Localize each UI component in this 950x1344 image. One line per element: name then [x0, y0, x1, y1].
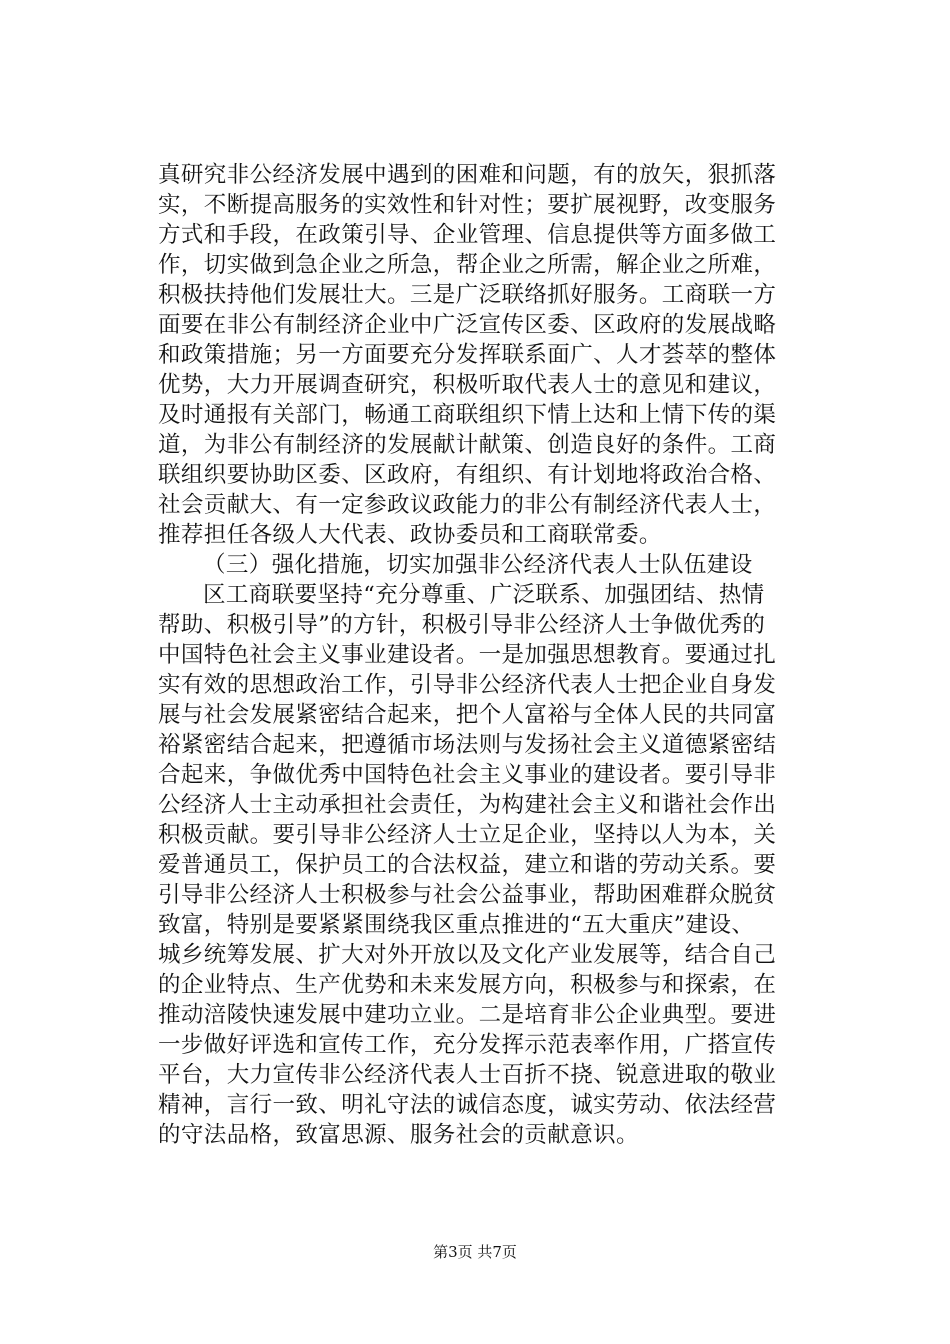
- text-line: 积极贡献。要引导非公经济人士立足企业，坚持以人为本，关: [158, 822, 777, 848]
- text-line: 和政策措施；另一方面要充分发挥联系面广、人才荟萃的整体: [158, 342, 777, 368]
- text-line: 城乡统筹发展、扩大对外开放以及文化产业发展等，结合自己: [158, 942, 777, 968]
- text-line: 展与社会发展紧密结合起来，把个人富裕与全体人民的共同富: [158, 702, 777, 728]
- text-line: 联组织要协助区委、区政府，有组织、有计划地将政治合格、: [158, 462, 777, 488]
- text-line: 积极扶持他们发展壮大。三是广泛联络抓好服务。工商联一方: [158, 282, 777, 308]
- text-line: 平台，大力宣传非公经济代表人士百折不挠、锐意进取的敬业: [158, 1062, 777, 1088]
- text-line: 真研究非公经济发展中遇到的困难和问题，有的放矢，狠抓落: [158, 162, 777, 188]
- text-line: 爱普通员工，保护员工的合法权益，建立和谐的劳动关系。要: [158, 852, 777, 878]
- text-line: 作，切实做到急企业之所急，帮企业之所需，解企业之所难，: [158, 252, 777, 278]
- text-line: 推荐担任各级人大代表、政协委员和工商联常委。: [158, 522, 662, 548]
- text-line: 优势，大力开展调查研究，积极听取代表人士的意见和建议，: [158, 372, 777, 398]
- text-line: 实，不断提高服务的实效性和针对性；要扩展视野，改变服务: [158, 192, 777, 218]
- text-line: 中国特色社会主义事业建设者。一是加强思想教育。要通过扎: [158, 642, 777, 668]
- text-line: 精神，言行一致、明礼守法的诚信态度，诚实劳动、依法经营: [158, 1092, 777, 1118]
- text-line: 公经济人士主动承担社会责任，为构建社会主义和谐社会作出: [158, 792, 777, 818]
- text-line: 推动涪陵快速发展中建功立业。二是培育非公企业典型。要进: [158, 1002, 777, 1028]
- text-line: 道，为非公有制经济的发展献计献策、创造良好的条件。工商: [158, 432, 777, 458]
- text-line: 合起来，争做优秀中国特色社会主义事业的建设者。要引导非: [158, 762, 777, 788]
- text-line: 社会贡献大、有一定参政议政能力的非公有制经济代表人士，: [158, 492, 777, 518]
- text-line: 一步做好评选和宣传工作，充分发挥示范表率作用，广搭宣传: [158, 1032, 777, 1058]
- text-line: 区工商联要坚持“充分尊重、广泛联系、加强团结、热情: [203, 582, 765, 608]
- text-line: 致富，特别是要紧紧围绕我区重点推进的“五大重庆”建设、: [158, 912, 755, 938]
- body-text: [158, 160, 798, 1150]
- page-number-footer: 第3页 共7页: [433, 1243, 517, 1261]
- text-line: 引导非公经济人士积极参与社会公益事业，帮助困难群众脱贫: [158, 882, 777, 908]
- text-line: 帮助、积极引导”的方针，积极引导非公经济人士争做优秀的: [158, 612, 766, 638]
- section-heading: （三）强化措施，切实加强非公经济代表人士队伍建设: [203, 552, 753, 578]
- text-line: 实有效的思想政治工作，引导非公经济代表人士把企业自身发: [158, 672, 777, 698]
- text-line: 的守法品格，致富思源、服务社会的贡献意识。: [158, 1122, 639, 1148]
- text-line: 裕紧密结合起来，把遵循市场法则与发扬社会主义道德紧密结: [158, 732, 777, 758]
- text-line: 及时通报有关部门，畅通工商联组织下情上达和上情下传的渠: [158, 402, 777, 428]
- text-line: 方式和手段，在政策引导、企业管理、信息提供等方面多做工: [158, 222, 777, 248]
- text-line: 的企业特点、生产优势和未来发展方向，积极参与和探索，在: [158, 972, 777, 998]
- text-line: 面要在非公有制经济企业中广泛宣传区委、区政府的发展战略: [158, 312, 777, 338]
